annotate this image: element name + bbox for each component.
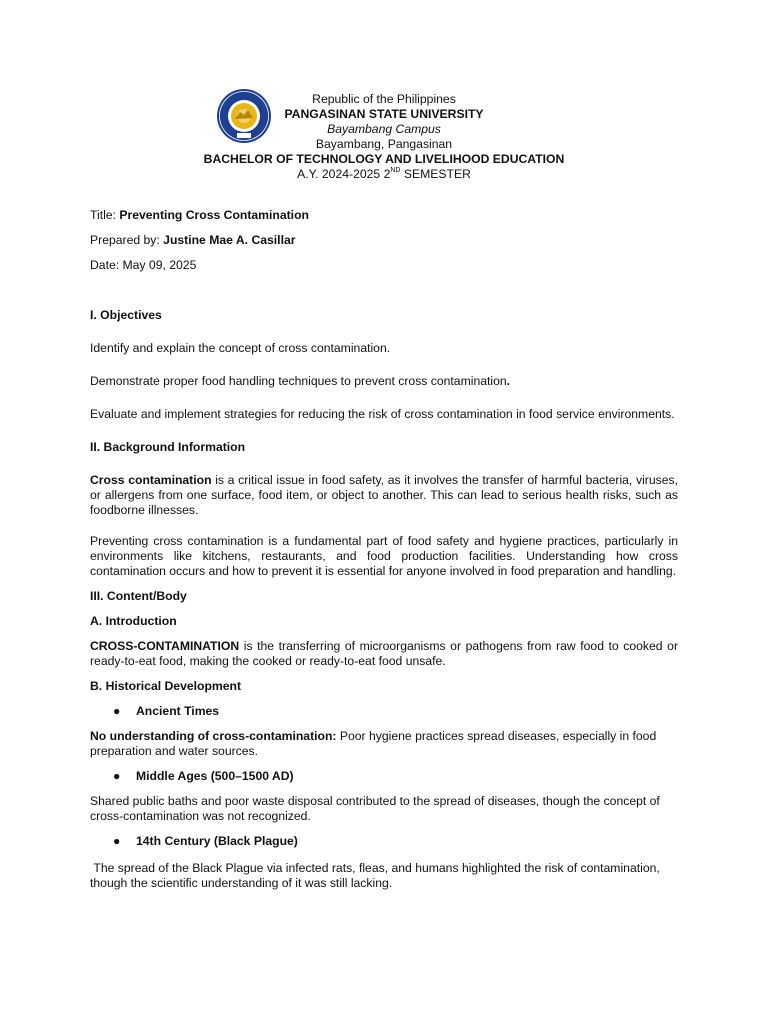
background-text: is a critical issue in food safety, as it involves the transfer of harmful bacteria, viruses, or allergens from one surface, food item, or object to another. This can lead to serious health risks, such as foodborne illnesses. (90, 473, 678, 517)
objective-item: Identify and explain the concept of cross contamination. (90, 341, 391, 355)
history-lead: No understanding of cross-contamination: (90, 729, 337, 743)
objective-item (90, 374, 678, 389)
objective-text: Demonstrate proper food handling techniques to prevent cross contamination (90, 374, 507, 388)
bullet-icon: ● (113, 834, 121, 848)
header-campus: Bayambang Campus (327, 122, 441, 136)
history-heading: B. Historical Development (90, 679, 242, 693)
bullet-title: Ancient Times (136, 704, 220, 718)
ay-suffix: SEMESTER (400, 167, 471, 181)
objectives-heading: I. Objectives (90, 308, 162, 322)
introduction-text: is the transferring of microorganisms or pathogens from raw food to cooked or ready-to-eat food, making the cooked or ready-to-eat food unsafe. (90, 639, 678, 668)
history-bullet (90, 834, 678, 849)
history-paragraph (90, 729, 678, 759)
history-bullet (90, 769, 678, 784)
header-academic-year (0, 167, 768, 182)
header-republic: Republic of the Philippines (312, 92, 456, 106)
ay-prefix: A.Y. 2024-2025 2 (297, 167, 391, 181)
background-term: Cross contamination (90, 473, 212, 487)
document-body (90, 208, 678, 891)
header-university: PANGASINAN STATE UNIVERSITY (284, 107, 484, 121)
history-text: Poor hygiene practices spread diseases, especially in food preparation and water sources. (90, 729, 657, 758)
objective-item: Evaluate and implement strategies for reducing the risk of cross contamination in food service environments. (90, 407, 675, 421)
objective-period: . (506, 374, 511, 388)
meta-prepared-by (90, 233, 678, 248)
bullet-icon: ● (113, 769, 121, 783)
background-paragraph: Preventing cross contamination is a fundamental part of food safety and hygiene practices, particularly in environments like kitchens, restaurants, and food production facilities. Understanding how cross contamination occurs and how to prevent it is essential for anyone involved in food preparation and handling. (90, 534, 678, 578)
header-program: BACHELOR OF TECHNOLOGY AND LIVELIHOOD EDUCATION (203, 152, 565, 166)
header-address: Bayambang, Pangasinan (315, 137, 453, 151)
document-header (0, 92, 768, 182)
history-bullet (90, 704, 678, 719)
meta-date: Date: May 09, 2025 (90, 258, 197, 272)
meta-title (90, 208, 678, 223)
prepared-label: Prepared by: (90, 233, 164, 247)
background-paragraph (90, 473, 678, 518)
bullet-title: 14th Century (Black Plague) (136, 834, 298, 848)
title-label: Title: (90, 208, 120, 222)
content-heading: III. Content/Body (90, 589, 187, 603)
title-value: Preventing Cross Contamination (119, 208, 309, 222)
introduction-paragraph (90, 639, 678, 669)
bullet-title: Middle Ages (500–1500 AD) (136, 769, 294, 783)
prepared-value: Justine Mae A. Casillar (163, 233, 296, 247)
introduction-term: CROSS-CONTAMINATION (90, 639, 240, 653)
history-paragraph: The spread of the Black Plague via infected rats, fleas, and humans highlighted the risk of contamination, though the scientific understanding of it was still lacking. (90, 861, 664, 890)
ay-superscript: ND (390, 166, 401, 174)
introduction-heading: A. Introduction (90, 614, 177, 628)
bullet-icon: ● (113, 704, 121, 718)
history-paragraph: Shared public baths and poor waste disposal contributed to the spread of diseases, though the concept of cross-contamination was not recognized. (90, 794, 660, 823)
background-heading: II. Background Information (90, 440, 246, 454)
